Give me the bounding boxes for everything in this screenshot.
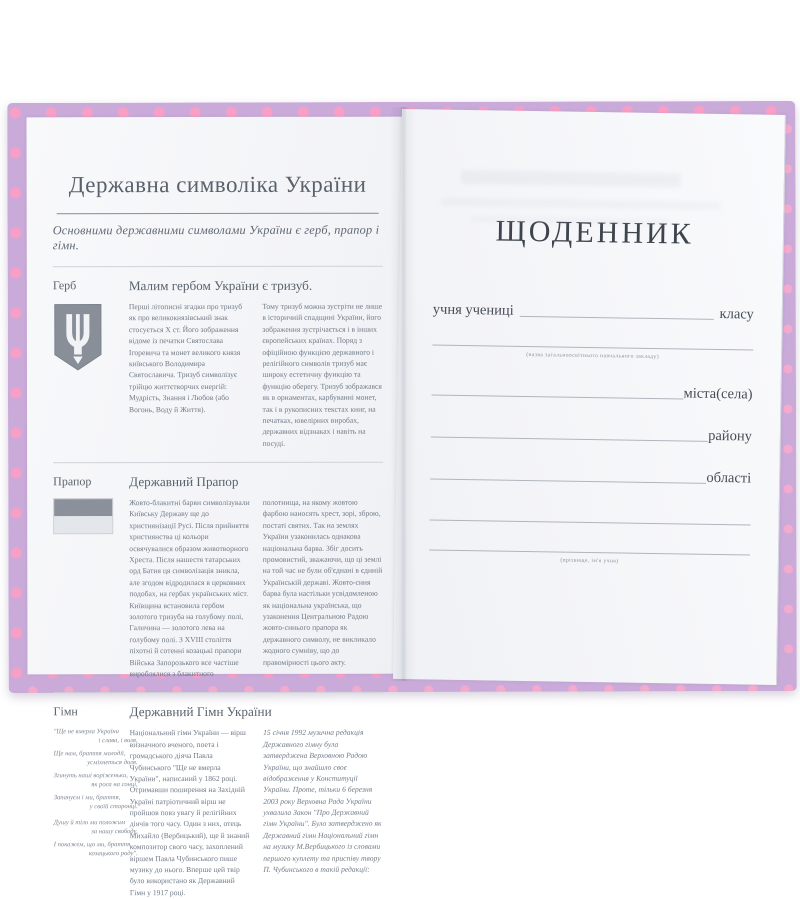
district-label: району (708, 427, 753, 445)
lyric-line: Згинуть наші воріженьки, (53, 772, 128, 780)
lyric-line: за нашу свободу, (91, 828, 138, 836)
lyric-line: і слава, і воля, (98, 737, 138, 745)
name-line (429, 548, 750, 555)
right-page (393, 109, 786, 685)
city-line (432, 393, 684, 399)
open-diary-book (8, 102, 796, 897)
section-text-col1: Національний гімн України — вірш визначного вченого, поета і громадського діяча Павла Чубинського "Ще не вмерла України", написаний у 1862 році. Отримавши поширення на Західній Україні патріотичний вірш не пройшов повз увагу й релігійних діячів того часу. Один з них, отець Михайло (Вербицький), ще й знаний композитор свого часу, захоплений віршем Павла Чубинського пише музику до нього. Вперше цей твір було використано як Державний Гімн у 1917 році. (129, 728, 250, 897)
school-caption: (назва загальноосвітнього навчального закладу) (526, 351, 660, 361)
section-text-col2: Тому тризуб можна зустріти не лише в історичній спадщині України, його зображення зустрічається і в інших європейських країнах. Поряд з офіційною функцією державного і релігійного символів тризуб має широку естетичну функцію та функцію оберегу. Тризуб зображався як в орнаментах, карбуванні монет, так і в рукописних текстах книг, на печатках, ювелірних виробах, державних відзнаках і навіть на посуді. (262, 301, 383, 448)
lyric-line: козацького роду". (88, 850, 138, 858)
region-row (430, 465, 751, 487)
pupil-prefix-label: учня учениці (432, 301, 514, 319)
lyric-line: у своїй сторонці. (89, 802, 138, 810)
page-subtitle: Основними державними символами України є герб, прапор і гімн. (52, 222, 380, 253)
owner-form (429, 302, 754, 567)
lyric-line: Ще нам, браття молодії, (53, 750, 126, 758)
section-heading: Державний Прапор (129, 474, 239, 490)
pupil-row (433, 302, 754, 324)
lyric-line: Душу й тіло ми положим (53, 819, 126, 827)
section-label: Гімн (53, 704, 78, 719)
city-row (431, 382, 752, 404)
section-text-col1: Жовто-блакитні барви символізували Київську Державу ще до християнізації Русі. Після прийняття християнства ці кольори освячувалися образом животворного Хреста. Після нашестя татарських орд Батия ця символізація зникла, але згодом відродилася в церковних подобах, на гербах українських міст. Київщина встановила гербом золотого тризуба на голубому полі, Галичина — золотого лева на голубому полі. З XVIII століття піхотні й сотенні козацькі прапори Війська Запорозького все частіше вироблялися з блакитного (129, 498, 250, 679)
section-gerb (53, 266, 383, 450)
region-line (430, 477, 706, 483)
lyric-line: І покажем, що ми, браття, (53, 841, 132, 849)
lyric-line: Запануєм і ми, браття, (53, 793, 121, 801)
pupil-name-line (520, 315, 714, 320)
district-line (431, 435, 708, 441)
section-label: Прапор (53, 474, 92, 489)
section-text-col2: 15 січня 1992 музична редакція Державного гімну була затверджена Верховною Радою України, що знайшло своє відображення у Конституції України. Проте, тільки 6 березня 2003 року Верховна Рада України ухвалила Закон "Про Державний гімн України". Було затверджено як Державний гімн Національний гімн на музику М.Вербицького із словами першого куплету та приспіву твору П. Чубинського в такій редакції: (263, 728, 382, 874)
section-text-col1: Перші літописні згадки про тризуб як про великокнязівський знак стосується X ст. Його зображення відоме із печатки Святослава Ігоревича та монет великого князя київського Володимира Святославича. Тризуб символізує трійцю життєтворчих енергій: Мудрість, Знання і Любов (або Вогонь, Воду й Життя). (128, 301, 243, 414)
section-himn (54, 692, 384, 898)
section-prapor (53, 462, 383, 680)
section-heading: Державний Гімн України (129, 704, 272, 720)
diary-title: ЩОДЕННИК (495, 214, 694, 251)
flag-image (53, 498, 113, 534)
divider (57, 213, 379, 215)
tryzub-emblem-icon (53, 302, 103, 372)
district-row (431, 423, 752, 445)
school-line (432, 344, 753, 351)
name-caption: (прізвище, ім'я учня) (560, 557, 619, 565)
section-heading: Малим гербом України є тризуб. (128, 277, 313, 294)
extra-line (430, 518, 751, 525)
section-label: Герб (52, 278, 77, 293)
lyric-line: як роса на сонці, (91, 780, 138, 788)
extra-row (429, 518, 750, 528)
city-label: міста(села) (683, 385, 753, 403)
section-text-col2: полотнища, на якому жовтою фарбою наносять хрест, зорі, зброю, постаті святих. Так на землях України узаконилась однакова національна барва. Збіг досить промовистий, зважаючи, що ці землі на той час не були об'єднані в єдиній Українській державі. Жовто-синя барва була настільки усвідомленою як національна українська, що узаконення Центральною Радою жовто-синього прапора як державного символу, не викликало жодного сумніву, що до правомірності цього акту. (262, 497, 383, 667)
lyric-line: усміхнеться доля. (87, 759, 138, 767)
page-title: Державна символіка України (68, 171, 367, 198)
left-page (27, 117, 404, 897)
pupil-suffix-label: класу (719, 306, 754, 323)
region-label: області (706, 469, 752, 487)
lyric-line: "Ще не вмерла України (53, 728, 119, 736)
anthem-lyrics (54, 728, 138, 859)
